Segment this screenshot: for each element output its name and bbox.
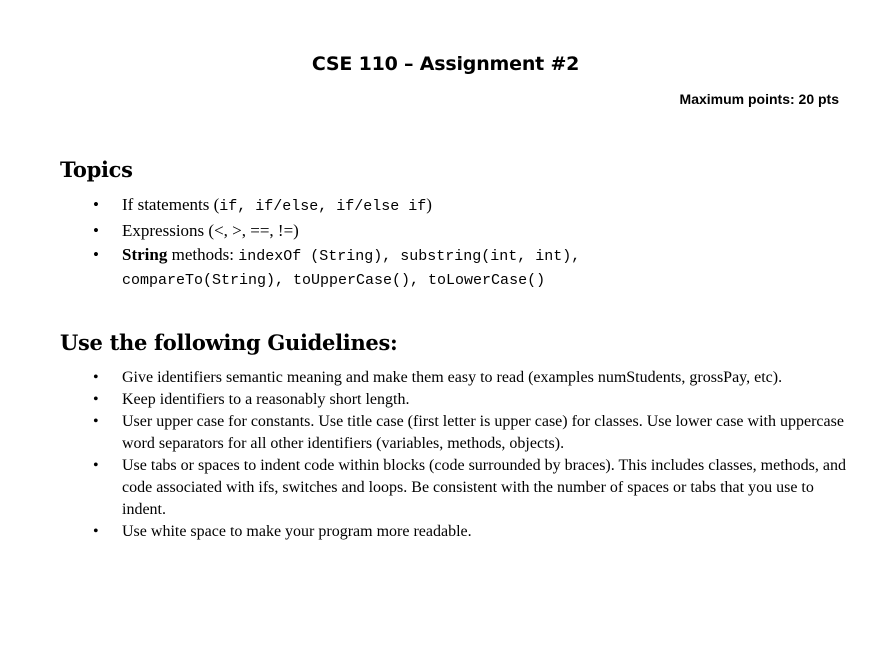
bullet: • (93, 245, 99, 264)
topic-if-prefix: If statements ( (122, 195, 220, 214)
guideline-text: Keep identifiers to a reasonably short length. (122, 391, 410, 408)
bullet: • (93, 457, 99, 474)
bullet: • (93, 523, 99, 540)
guidelines-list (93, 367, 853, 543)
topics-list (93, 193, 853, 293)
bullet: • (93, 413, 99, 430)
bullet: • (93, 391, 99, 408)
guideline-item (93, 389, 853, 411)
guideline-text: User upper case for constants. Use title case (first letter is upper case) for classes. Use lower case with uppercase word separators for all other identifiers (variables, methods, objects). (122, 413, 844, 452)
topic-item-string (93, 243, 853, 293)
bullet: • (93, 221, 99, 240)
topic-string-code-line1: indexOf (String), substring(int, int), (238, 248, 581, 265)
topic-item-if (93, 193, 853, 219)
guideline-item (93, 455, 853, 521)
topic-item-expressions (93, 219, 853, 243)
topic-string-bold: String (122, 245, 168, 264)
guideline-item (93, 521, 853, 543)
guidelines-heading: Use the following Guidelines: (60, 330, 398, 355)
topics-heading: Topics (60, 157, 133, 182)
guideline-text: Use white space to make your program more readable. (122, 523, 472, 540)
guideline-item (93, 411, 853, 455)
topic-if-suffix: ) (426, 195, 432, 214)
guideline-text: Give identifiers semantic meaning and make them easy to read (examples numStudents, grossPay, etc). (122, 369, 783, 386)
guideline-item (93, 367, 853, 389)
guideline-text: Use tabs or spaces to indent code within blocks (code surrounded by braces). This includes classes, methods, and code associated with ifs, switches and loops. Be consistent with the number of spaces or tabs that you use to indent. (122, 457, 846, 518)
topic-if-code: if, if/else, if/else if (219, 198, 427, 215)
topic-string-prefix: methods: (167, 245, 239, 264)
topic-string-code-line2: compareTo(String), toUpperCase(), toLowerCase() (122, 272, 546, 289)
max-points: Maximum points: 20 pts (679, 91, 839, 107)
bullet: • (93, 369, 99, 386)
topic-expressions-text: Expressions (<, >, ==, !=) (122, 221, 299, 240)
page-title: CSE 110 – Assignment #2 (311, 53, 580, 75)
bullet: • (93, 195, 99, 214)
